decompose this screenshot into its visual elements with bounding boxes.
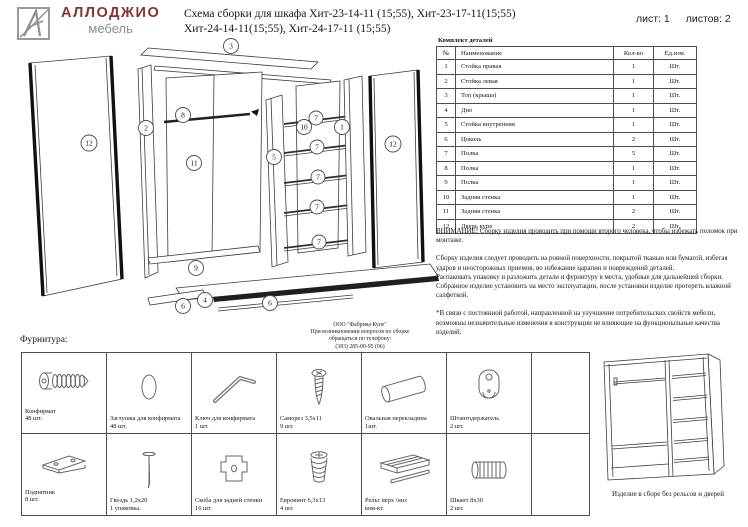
cell-qty: 2 [614,219,654,234]
factory-contact [281,322,439,351]
brand-sub: мебель [88,21,133,36]
callout: 12 [85,138,93,148]
cell-unit: Шт. [654,89,697,104]
rod-holder-icon [460,365,518,411]
callout: 2 [144,123,148,133]
cell-num: 2 [437,74,456,89]
furniture-table [21,352,590,516]
hex-key-icon [205,365,263,411]
furniture-item-qty: 1шт. [365,422,378,430]
furniture-item-name: Конфирмат [25,408,56,415]
brand-name: АЛЛОДЖИО [61,5,161,21]
foot-plate-icon [35,439,93,485]
cell-name: Стойка правая [456,60,614,75]
callout: 7 [316,172,320,182]
table-row [437,118,697,133]
cell-name: Дверь купе [456,219,614,234]
furniture-heading: Фурнитура: [20,335,68,345]
furniture-cell [22,353,107,434]
assembly-notes [436,227,745,337]
note-text: Собранное изделие установить на место эксплуатации, после установки изделие протереть влажной салфеткой. [436,283,731,300]
cell-name: Стойка левая [456,74,614,89]
cap-plug-icon [120,365,178,411]
furniture-cell [192,434,277,516]
callout: 5 [272,152,276,162]
furniture-item-qty: ком-кт. [365,504,384,512]
cell-num: 7 [437,147,456,162]
cell-qty: 5 [614,147,654,162]
callout: 7 [314,113,318,123]
furniture-item-name: Рельс верх /низ [365,497,407,505]
disclaimer-text: *В связи с постоянной работой, направленной на улучшение потребительских свойств мебели, возможны незначительные изменения в конструкции не влияющие на функциональные качества изделий. [436,310,720,336]
cell-qty: 1 [614,60,654,75]
furniture-cell [362,353,447,434]
col-unit: Ед.изм. [654,47,697,60]
cell-unit: Шт. [654,132,697,147]
factory-line-2: При возникновении вопросов по сборке [310,329,410,336]
cell-qty: 1 [614,89,654,104]
back-wall-bracket-icon [205,447,263,493]
left-door [30,56,122,296]
sheets-total: листов: 2 [685,13,731,25]
cell-name: Цоколь [456,132,614,147]
back-wall-right [296,81,340,253]
cell-name: Полка [456,176,614,191]
cell-qty: 1 [614,118,654,133]
furniture-cell [192,353,277,434]
callout: 10 [300,122,308,132]
note-text: Сборку изделия следует проводить на ровной поверхности, покрытой тканью или бумагой, избегая ударов и неосторожных приемов, во избежание царапин и повреждений деталей. [436,255,728,272]
callout: 6 [268,298,272,308]
callout: 7 [315,202,319,212]
furniture-cell [447,353,532,434]
cell-name: Задняя стенка [456,205,614,220]
logo-text [61,6,160,36]
callout: 4 [203,295,207,305]
parts-table [436,46,697,234]
table-row [437,89,697,104]
cell-unit: Шт. [654,74,697,89]
left-side-panel [138,65,158,278]
right-door [370,70,423,268]
factory-line-1: ООО "Фабрика Купе" [333,322,387,328]
furniture-cell [362,434,447,516]
table-row [437,147,697,162]
back-wall-left [166,72,262,262]
callout: 1 [340,122,344,132]
inner-stand [266,95,288,267]
callout: 6 [181,301,185,311]
screw-icon [290,365,348,411]
cell-qty: 1 [614,103,654,118]
furniture-cell [277,353,362,434]
furniture-item-qty: 2 шт. [450,504,464,512]
furniture-cell [107,353,192,434]
parts-table-caption: Комплект деталей [438,37,493,44]
furniture-item-qty: 4 шт. [280,504,294,512]
table-header-row [437,47,697,60]
furniture-cell [107,434,192,516]
furniture-item-name: Скоба для задней стенки [195,497,263,505]
right-side-panel [344,76,366,256]
col-name: Наименование [456,47,614,60]
table-row [437,205,697,220]
warning-text: ВНИМАНИЕ! Сборку изделия проводить при помощи второго человека, чтобы избежать поломок при монтаже. [436,228,738,245]
table-row [437,176,697,191]
cell-unit: Шт. [654,176,697,191]
furniture-item-name: Штангодержатель [450,415,500,423]
furniture-item-name: Ключ для конфирмата [195,415,256,423]
table-row [437,74,697,89]
cell-name: Дно [456,103,614,118]
table-row [437,190,697,205]
furniture-item-qty: 9 шт. [280,422,294,430]
table-row [437,132,697,147]
cell-num: 11 [437,205,456,220]
cell-num: 5 [437,118,456,133]
title-line-1: Схема сборки для шкафа Хит-23-14-11 (15;55), Хит-23-17-11(15;55) [184,8,516,20]
cell-num: 9 [437,176,456,191]
cell-unit: Шт. [654,190,697,205]
callout: 8 [181,110,185,120]
sheet-info [636,13,731,25]
col-num: № [437,47,456,60]
cell-qty: 1 [614,74,654,89]
furniture-cell [447,434,532,516]
cell-num: 8 [437,161,456,176]
furniture-item-qty: 8 шт. [25,496,39,504]
table-row [437,103,697,118]
cell-num: 6 [437,132,456,147]
cell-name: Полка [456,147,614,162]
cell-qty: 2 [614,205,654,220]
callout: 12 [389,139,397,149]
callout: 3 [229,41,233,51]
nail-icon [120,447,178,493]
page-title [184,7,574,36]
note-text: Распаковать упаковку и разложить детали и фурнитуру в места, удобные для дальнейшей сборки. [436,273,723,281]
sheet-number: лист: 1 [636,13,670,25]
cell-qty: 1 [614,190,654,205]
cell-unit: Шт. [654,60,697,75]
bottom-panel [176,264,439,302]
table-row [437,161,697,176]
furniture-cell [22,434,107,516]
furniture-item-qty: 16 шт. [195,504,212,512]
cell-qty: 1 [614,161,654,176]
oval-rod-icon [375,365,433,411]
furniture-item-name: Гвоздь 1,2х20 [110,497,148,505]
cell-unit: Шт. [654,205,697,220]
cell-num: 10 [437,190,456,205]
title-line-2: Хит-24-14-11(15;55), Хит-24-17-11 (15;55) [184,22,391,35]
callout: 7 [317,237,321,247]
furniture-item-qty: 2 шт. [450,422,464,430]
col-qty: Кол-во [614,47,654,60]
furniture-cell [277,434,362,516]
confirmat-screw-icon [35,358,93,404]
cell-num: 3 [437,89,456,104]
furniture-cell-empty [532,353,590,434]
furniture-item-name: Шкант 8х30 [450,497,483,505]
dowel-icon [460,447,518,493]
furniture-item-qty: 1 шт. [195,422,209,430]
cell-unit: Шт. [654,103,697,118]
furniture-item-name: Евровинт 6,3х13 [280,497,326,505]
factory-line-4: (383) 285-00-95 (96) [335,343,385,350]
cell-unit: Шт. [654,147,697,162]
callout: 7 [315,142,319,152]
cell-name: Полка [456,161,614,176]
exploded-diagram [18,36,443,324]
cell-name: Задняя стенка [456,190,614,205]
factory-line-3: обращаться по телефону: [328,336,392,343]
cell-num: 12 [437,219,456,234]
table-row [437,60,697,75]
assembled-wardrobe-drawing [596,348,744,488]
cell-unit: Шт. [654,219,697,234]
furniture-item-name: Подпятник [25,489,55,496]
cell-num: 4 [437,103,456,118]
cell-num: 1 [437,60,456,75]
furniture-item-qty: 1 упаковка. [110,504,141,512]
furniture-item-qty: 48 шт. [110,422,127,430]
callout: 11 [190,158,198,168]
cell-qty: 1 [614,176,654,191]
assembled-caption: Изделие в сборе без рельсов и дверей [611,490,725,498]
cell-unit: Шт. [654,161,697,176]
rail-profile-icon [375,447,433,493]
furniture-item-name: Овальная перекладина [365,415,427,423]
cell-unit: Шт. [654,118,697,133]
cell-qty: 2 [614,132,654,147]
cell-name: Топ (крыша) [456,89,614,104]
cell-name: Стойка внутренняя [456,118,614,133]
furniture-cell-empty [532,434,590,516]
euro-screw-icon [290,447,348,493]
callout: 9 [194,263,198,273]
furniture-item-name: Саморез 3,5х11 [280,415,322,423]
furniture-item-name: Заглушка для конфирмата [110,415,181,423]
furniture-item-qty: 48 шт. [25,415,42,423]
